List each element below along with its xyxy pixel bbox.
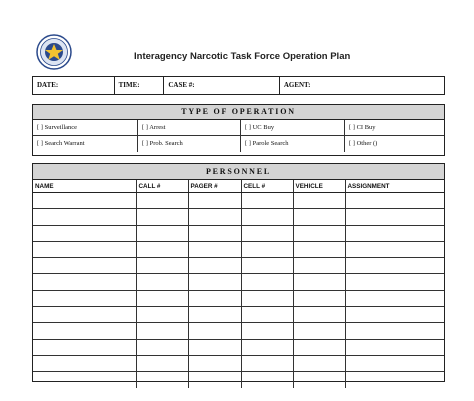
document-title: Interagency Narcotic Task Force Operation Plan bbox=[134, 51, 351, 62]
personnel-table bbox=[33, 180, 444, 388]
blank-entry-cell[interactable] bbox=[241, 241, 293, 257]
operation-option-checkbox[interactable]: [ ] UC Buy bbox=[241, 120, 345, 136]
agency-seal-logo bbox=[36, 34, 72, 70]
blank-entry-cell[interactable] bbox=[293, 339, 345, 355]
blank-entry-cell[interactable] bbox=[293, 323, 345, 339]
blank-entry-cell[interactable] bbox=[136, 339, 188, 355]
blank-entry-cell[interactable] bbox=[188, 274, 241, 290]
blank-entry-cell[interactable] bbox=[293, 209, 345, 225]
blank-entry-cell[interactable] bbox=[136, 258, 188, 274]
blank-entry-cell[interactable] bbox=[241, 225, 293, 241]
blank-entry-cell[interactable] bbox=[33, 290, 136, 306]
blank-entry-cell[interactable] bbox=[136, 241, 188, 257]
blank-entry-cell[interactable] bbox=[188, 258, 241, 274]
blank-entry-cell[interactable] bbox=[188, 209, 241, 225]
blank-entry-cell[interactable] bbox=[345, 258, 444, 274]
blank-entry-cell[interactable] bbox=[345, 225, 444, 241]
blank-entry-cell[interactable] bbox=[136, 274, 188, 290]
blank-entry-cell[interactable] bbox=[136, 323, 188, 339]
blank-entry-cell[interactable] bbox=[136, 290, 188, 306]
blank-entry-cell[interactable] bbox=[293, 241, 345, 257]
column-header-call: CALL # bbox=[136, 180, 188, 193]
blank-entry-cell[interactable] bbox=[345, 372, 444, 388]
blank-entry-cell[interactable] bbox=[33, 241, 136, 257]
operation-option-checkbox[interactable]: [ ] Search Warrant bbox=[33, 136, 138, 152]
operation-options-grid bbox=[33, 120, 444, 152]
blank-entry-cell[interactable] bbox=[136, 355, 188, 371]
blank-entry-cell[interactable] bbox=[241, 307, 293, 323]
field-time[interactable]: TIME: bbox=[115, 77, 165, 94]
table-row bbox=[33, 193, 444, 209]
header-fields-row bbox=[32, 76, 445, 95]
blank-entry-cell[interactable] bbox=[293, 355, 345, 371]
field-agent[interactable]: AGENT: bbox=[283, 81, 311, 89]
blank-entry-cell[interactable] bbox=[293, 274, 345, 290]
blank-entry-cell[interactable] bbox=[33, 339, 136, 355]
blank-entry-cell[interactable] bbox=[241, 290, 293, 306]
blank-entry-cell[interactable] bbox=[188, 225, 241, 241]
blank-entry-cell[interactable] bbox=[136, 372, 188, 388]
personnel-section bbox=[32, 163, 445, 382]
blank-entry-cell[interactable] bbox=[345, 290, 444, 306]
table-row bbox=[33, 241, 444, 257]
blank-entry-cell[interactable] bbox=[188, 355, 241, 371]
table-row bbox=[33, 307, 444, 323]
blank-entry-cell[interactable] bbox=[345, 323, 444, 339]
blank-entry-cell[interactable] bbox=[188, 339, 241, 355]
table-row bbox=[33, 323, 444, 339]
table-row bbox=[33, 372, 444, 388]
blank-entry-cell[interactable] bbox=[188, 307, 241, 323]
blank-entry-cell[interactable] bbox=[293, 258, 345, 274]
personnel-heading: PERSONNEL bbox=[33, 164, 444, 180]
blank-entry-cell[interactable] bbox=[136, 209, 188, 225]
blank-entry-cell[interactable] bbox=[241, 274, 293, 290]
column-header-vehicle: VEHICLE bbox=[293, 180, 345, 193]
field-case[interactable]: CASE #: bbox=[164, 77, 279, 94]
operation-option-checkbox[interactable]: [ ] Arrest bbox=[138, 120, 241, 136]
blank-entry-cell[interactable] bbox=[345, 339, 444, 355]
blank-entry-cell[interactable] bbox=[345, 355, 444, 371]
table-row bbox=[33, 355, 444, 371]
table-row bbox=[33, 290, 444, 306]
type-of-operation-heading: TYPE OF OPERATION bbox=[33, 105, 444, 120]
blank-entry-cell[interactable] bbox=[293, 372, 345, 388]
blank-entry-cell[interactable] bbox=[241, 355, 293, 371]
blank-entry-cell[interactable] bbox=[136, 307, 188, 323]
blank-entry-cell[interactable] bbox=[188, 193, 241, 209]
blank-entry-cell[interactable] bbox=[293, 193, 345, 209]
blank-entry-cell[interactable] bbox=[136, 225, 188, 241]
blank-entry-cell[interactable] bbox=[33, 307, 136, 323]
table-row bbox=[33, 274, 444, 290]
blank-entry-cell[interactable] bbox=[345, 241, 444, 257]
blank-entry-cell[interactable] bbox=[345, 274, 444, 290]
blank-entry-cell[interactable] bbox=[33, 372, 136, 388]
blank-entry-cell[interactable] bbox=[188, 372, 241, 388]
blank-entry-cell[interactable] bbox=[188, 241, 241, 257]
blank-entry-cell[interactable] bbox=[293, 307, 345, 323]
blank-entry-cell[interactable] bbox=[33, 209, 136, 225]
table-row bbox=[33, 225, 444, 241]
blank-entry-cell[interactable] bbox=[188, 323, 241, 339]
column-header-assignment: ASSIGNMENT bbox=[345, 180, 444, 193]
blank-entry-cell[interactable] bbox=[33, 323, 136, 339]
blank-entry-cell[interactable] bbox=[345, 193, 444, 209]
column-header-pager: PAGER # bbox=[188, 180, 241, 193]
field-date[interactable]: DATE: bbox=[33, 77, 115, 94]
blank-entry-cell[interactable] bbox=[33, 193, 136, 209]
blank-entry-cell[interactable] bbox=[241, 258, 293, 274]
blank-entry-cell[interactable] bbox=[345, 209, 444, 225]
blank-entry-cell[interactable] bbox=[33, 258, 136, 274]
blank-entry-cell[interactable] bbox=[241, 193, 293, 209]
blank-entry-cell[interactable] bbox=[33, 274, 136, 290]
blank-entry-cell[interactable] bbox=[136, 193, 188, 209]
blank-entry-cell[interactable] bbox=[33, 225, 136, 241]
column-header-name: NAME bbox=[33, 180, 136, 193]
blank-entry-cell[interactable] bbox=[241, 209, 293, 225]
blank-entry-cell[interactable] bbox=[241, 339, 293, 355]
blank-entry-cell[interactable] bbox=[33, 355, 136, 371]
operation-option-checkbox[interactable]: [ ] Surveillance bbox=[33, 120, 138, 136]
column-header-cell: CELL # bbox=[241, 180, 293, 193]
blank-entry-cell[interactable] bbox=[293, 225, 345, 241]
table-row bbox=[33, 258, 444, 274]
operation-option-checkbox[interactable]: [ ] Other () bbox=[349, 140, 378, 147]
blank-entry-cell[interactable] bbox=[293, 290, 345, 306]
blank-entry-cell[interactable] bbox=[345, 307, 444, 323]
blank-entry-cell[interactable] bbox=[241, 372, 293, 388]
blank-entry-cell[interactable] bbox=[241, 323, 293, 339]
operation-option-checkbox[interactable]: [ ] Prob. Search bbox=[138, 136, 241, 152]
blank-entry-cell[interactable] bbox=[188, 290, 241, 306]
operation-option-checkbox[interactable]: [ ] CI Buy bbox=[345, 120, 444, 136]
table-row bbox=[33, 209, 444, 225]
table-row bbox=[33, 339, 444, 355]
type-of-operation-section bbox=[32, 104, 445, 156]
operation-option-checkbox[interactable]: [ ] Parole Search bbox=[241, 136, 345, 152]
